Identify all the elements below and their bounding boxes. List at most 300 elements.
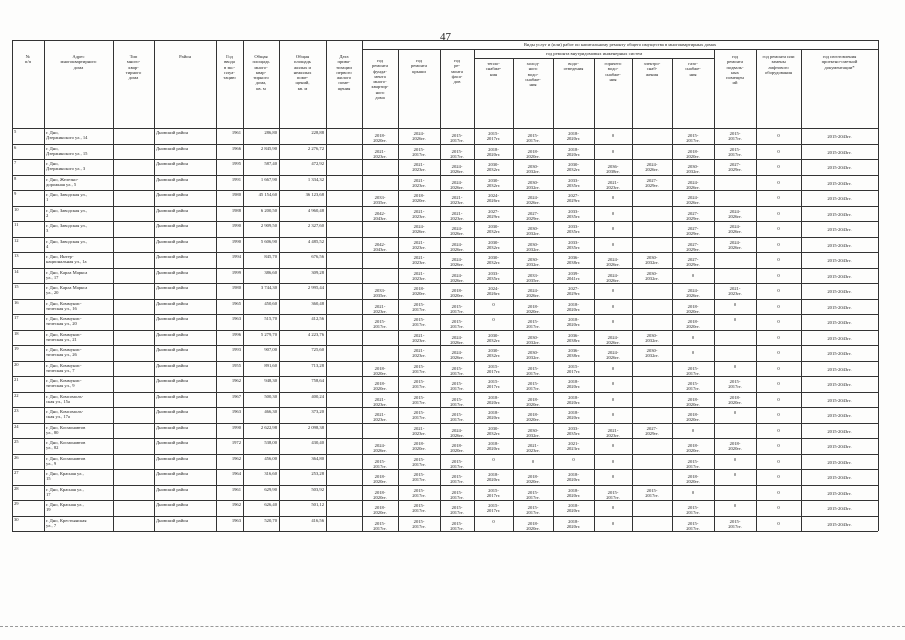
- cell-col-12: 2030- 2032гг.: [526, 164, 540, 175]
- cell-col-4: 1994: [231, 254, 241, 259]
- cell-col-8: 2018- 2020гг.: [373, 133, 387, 144]
- column-line: [474, 49, 475, 531]
- cell-col-2: [115, 177, 152, 191]
- cell-col-8: [364, 164, 396, 175]
- cell-col-14: 2024- 2026гг.: [606, 272, 620, 283]
- cell-col-13: 2039- 2041гг.: [566, 270, 581, 281]
- cell-col-10: 2021- 2023гг.: [450, 195, 464, 206]
- cell-col-11: 2030- 2032гг.: [486, 255, 501, 266]
- cell-col-14: 0: [611, 148, 615, 154]
- cell-col-16: 2018- 2020гг.: [686, 319, 700, 330]
- cell-col-14: 2024- 2026гг.: [606, 334, 620, 345]
- cell-col-5: 2 622,98: [260, 424, 277, 430]
- cell-col-4: 1996: [231, 331, 241, 337]
- cell-col-0: 22: [14, 392, 19, 398]
- cell-col-6: 373,20: [311, 409, 324, 414]
- cell-col-6: 416,56: [311, 517, 324, 523]
- cell-col-4: 1965: [231, 300, 241, 306]
- row-divider: [12, 206, 878, 207]
- cell-col-15: 2030- 2032гг.: [645, 255, 659, 266]
- cell-col-9: 2015- 2017гг.: [412, 301, 426, 312]
- cell-col-2: [115, 285, 152, 299]
- cell-col-13: 2036- 2038гг.: [566, 332, 581, 343]
- cell-col-0: 9: [14, 191, 17, 196]
- cell-col-14: 2021- 2023гг.: [606, 427, 620, 438]
- cell-col-10: 2024- 2026гг.: [450, 272, 464, 283]
- header-facade: год ре- монта фаса- дов: [451, 58, 463, 85]
- cell-col-11: 2024- 2026гг.: [486, 193, 501, 204]
- column-line: [216, 40, 217, 531]
- cell-col-7: [328, 425, 360, 439]
- cell-col-3: Дновский район: [156, 254, 188, 259]
- cell-col-17: 2018- 2020гг.: [728, 441, 742, 452]
- cell-col-18: 0: [777, 303, 780, 309]
- cell-col-8: 2018- 2020гг.: [373, 381, 387, 392]
- column-line: [801, 49, 802, 531]
- cell-col-17: 0: [733, 363, 737, 369]
- cell-col-0: 27: [14, 470, 19, 475]
- cell-col-16: 2015- 2017гг.: [686, 458, 700, 469]
- cell-col-5: 948,30: [264, 378, 277, 383]
- cell-col-3: Дновский район: [156, 316, 188, 321]
- cell-col-7: [328, 440, 360, 454]
- cell-col-17: 2015- 2017гг.: [728, 146, 742, 157]
- cell-col-18: 0: [777, 474, 780, 479]
- cell-col-8: 2015- 2017гг.: [373, 319, 387, 330]
- header-foundation: год ремонта фунда- мента много- квартир- ного дома: [371, 58, 389, 101]
- cell-col-11: 2030- 2032гг.: [486, 224, 501, 235]
- cell-col-18: 0: [777, 458, 780, 464]
- cell-col-8: 2015- 2017гг.: [373, 520, 387, 531]
- header-address: Адрес многоквартирного дома: [60, 54, 97, 70]
- cell-col-5: 629,90: [264, 486, 277, 492]
- cell-col-15: [634, 240, 670, 253]
- cell-col-0: 23: [14, 408, 19, 413]
- cell-col-12: 2021- 2023гг.: [526, 443, 540, 454]
- row-divider: [12, 407, 878, 408]
- cell-col-5: 450,60: [264, 300, 277, 306]
- cell-col-15: [634, 286, 670, 299]
- cell-col-2: [115, 254, 152, 268]
- cell-col-2: [115, 456, 152, 470]
- cell-col-2: [115, 130, 152, 144]
- cell-col-15: [634, 193, 670, 206]
- row-divider: [12, 500, 878, 501]
- row-divider: [12, 314, 878, 315]
- cell-col-16: 0: [691, 272, 695, 278]
- cell-col-18: 0: [777, 412, 780, 417]
- cell-design-docs: 2015-2043гг.: [827, 475, 852, 480]
- cell-col-12: 2015- 2017гг.: [526, 505, 540, 516]
- cell-col-14: 0: [611, 458, 615, 464]
- cell-col-14: 0: [611, 520, 615, 526]
- cell-col-3: Дновский район: [156, 424, 188, 430]
- cell-col-2: [115, 270, 152, 284]
- cell-col-0: 13: [14, 253, 19, 258]
- cell-col-11: 0: [492, 317, 495, 322]
- cell-col-18: 0: [777, 381, 780, 386]
- cell-col-7: [328, 394, 360, 408]
- cell-col-14: 2021- 2023гг.: [606, 179, 620, 190]
- cell-col-14: 0: [611, 381, 615, 386]
- cell-col-5: 6 200,50: [260, 207, 277, 213]
- header-design-docs: год изготовления проектно-сметной документации*: [821, 54, 858, 70]
- column-line: [553, 58, 554, 531]
- cell-col-2: [115, 409, 152, 423]
- cell-col-2: [115, 518, 152, 532]
- cell-col-1: г. Дно, Интер- национальная ул., 1а: [46, 254, 87, 265]
- cell-col-18: 0: [777, 505, 780, 510]
- cell-col-0: 8: [14, 175, 17, 181]
- cell-col-17: 2027- 2029гг.: [728, 162, 742, 173]
- cell-col-16: 2015- 2017гг.: [686, 365, 700, 376]
- cell-col-15: [634, 317, 670, 330]
- cell-col-2: [115, 363, 152, 377]
- cell-col-11: 2015- 2017гг.: [486, 487, 501, 498]
- cell-col-14: 2036- 2038гг.: [606, 164, 620, 175]
- cell-col-9: 2015- 2017гг.: [412, 394, 426, 405]
- cell-col-3: Дновский район: [156, 285, 188, 290]
- cell-col-16: 2027- 2029гг.: [686, 210, 700, 221]
- cell-col-6: 430,40: [311, 440, 324, 445]
- cell-col-12: 2015- 2017гг.: [526, 133, 540, 144]
- cell-col-2: [115, 440, 152, 454]
- cell-design-docs: 2015-2043гг.: [827, 413, 852, 418]
- cell-col-8: 2018- 2020гг.: [373, 489, 387, 500]
- cell-col-14: 0: [611, 241, 615, 247]
- cell-col-17: 2015- 2017гг.: [728, 379, 742, 390]
- cell-col-14: 0: [611, 474, 615, 479]
- cell-col-3: Дновский район: [156, 378, 188, 383]
- cell-col-5: 45 154,60: [258, 192, 277, 197]
- cell-design-docs: 2015-2043гг.: [827, 227, 852, 232]
- row-divider: [12, 454, 878, 455]
- cell-col-4: 1990: [231, 223, 241, 228]
- cell-col-7: [328, 347, 360, 361]
- cell-col-2: [115, 471, 152, 485]
- cell-col-4: 1963: [231, 316, 241, 321]
- cell-col-3: Дновский район: [156, 393, 188, 399]
- cell-col-2: [115, 146, 152, 160]
- cell-col-1: г. Дно, Коммунис- тическая ул., 16: [46, 300, 82, 311]
- header-works-group: Виды услуг и (или) работ по капитальному ремонту общего имущества в многоквартирных домах: [523, 42, 717, 47]
- cell-col-8: [364, 273, 396, 284]
- cell-col-9: 2015- 2017гг.: [412, 146, 426, 157]
- cell-col-12: 2015- 2017гг.: [526, 319, 540, 330]
- cell-col-3: Дновский район: [156, 207, 188, 213]
- cell-col-5: 386,60: [264, 269, 277, 275]
- row-divider: [12, 423, 878, 424]
- cell-col-5: 587,40: [264, 161, 277, 166]
- cell-col-3: Дновский район: [156, 176, 188, 182]
- cell-col-4: 1991: [231, 176, 241, 182]
- cell-col-14: 0: [611, 443, 615, 448]
- cell-col-9: 2015- 2017гг.: [412, 503, 426, 514]
- cell-col-9: 2015- 2017гг.: [412, 456, 426, 467]
- cell-col-5: 845,70: [264, 254, 277, 259]
- cell-col-17: [716, 271, 754, 284]
- cell-col-7: [328, 254, 360, 268]
- cell-col-16: 2027- 2029гг.: [686, 226, 700, 237]
- cell-col-13: 2018- 2020гг.: [566, 131, 581, 142]
- cell-col-7: [328, 146, 360, 160]
- cell-col-7: [328, 518, 360, 532]
- cell-col-3: Дновский район: [156, 130, 188, 135]
- cell-design-docs: 2015-2043гг.: [827, 382, 852, 387]
- cell-col-1: г. Дно, Комсомоль- ская ул., 17а: [46, 409, 84, 420]
- cell-col-13: 2027- 2029гг.: [566, 286, 581, 297]
- cell-col-3: Дновский район: [156, 269, 188, 275]
- cell-col-5: 907,00: [264, 347, 277, 352]
- cell-col-2: [115, 301, 152, 315]
- cell-col-15: [634, 131, 670, 144]
- cell-col-5: 456,00: [264, 455, 277, 461]
- cell-col-2: [115, 316, 152, 330]
- cell-col-18: 0: [777, 272, 780, 278]
- cell-col-11: 2024- 2026гг.: [486, 286, 501, 297]
- cell-col-8: 2042- 2043гг.: [373, 210, 387, 221]
- cell-col-10: 2015- 2017гг.: [450, 396, 464, 407]
- column-line: [714, 49, 715, 531]
- cell-col-12: 2030- 2032гг.: [526, 241, 540, 252]
- header-type: Тип много- квар- тирного дома: [125, 54, 142, 81]
- cell-col-16: 0: [691, 427, 695, 433]
- cell-col-3: Дновский район: [156, 440, 188, 445]
- cell-col-18: 0: [777, 427, 780, 433]
- cell-col-10: 2024- 2026гг.: [450, 257, 464, 268]
- cell-col-1: г. Дно, Коммунис- тическая ул., 9: [46, 378, 82, 389]
- cell-col-0: 14: [14, 268, 19, 274]
- column-line: [279, 40, 280, 531]
- column-line: [878, 40, 879, 531]
- cell-col-6: 2 327,60: [307, 223, 324, 228]
- cell-col-8: 2015- 2017гг.: [373, 458, 387, 469]
- cell-col-9: 2015- 2017гг.: [412, 317, 426, 328]
- cell-col-15: 2027- 2029гг.: [645, 425, 659, 436]
- cell-col-9: 2021- 2023гг.: [412, 425, 426, 436]
- cell-col-7: [328, 301, 360, 315]
- cell-col-3: Дновский район: [156, 517, 188, 523]
- page-number: 47: [440, 31, 451, 43]
- row-divider: [12, 485, 878, 486]
- cell-col-10: 2015- 2017гг.: [450, 458, 464, 469]
- cell-col-18: 0: [777, 164, 780, 169]
- cell-design-docs: 2015-2043гг.: [827, 258, 852, 263]
- cell-col-8: 2018- 2020гг.: [373, 365, 387, 376]
- cell-col-8: 2021- 2023гг.: [373, 412, 387, 423]
- cell-col-18: 0: [777, 443, 780, 448]
- cell-col-3: Дновский район: [156, 161, 188, 166]
- cell-col-1: г. Дно, Красная ул., 17: [46, 486, 84, 497]
- cell-col-2: [115, 487, 152, 501]
- cell-col-10: 2015- 2017гг.: [450, 474, 464, 485]
- cell-col-0: 5: [14, 129, 17, 134]
- row-divider: [12, 531, 878, 532]
- row-divider: [12, 221, 878, 222]
- cell-col-1: г. Дно, Космонавтов ул., 82: [46, 440, 86, 451]
- cell-col-10: 2015- 2017гг.: [450, 133, 464, 144]
- cell-col-5: 5 279,70: [260, 331, 277, 337]
- cell-col-17: [716, 178, 754, 191]
- cell-col-7: [328, 456, 360, 470]
- cell-col-12: 2024- 2026гг.: [526, 288, 540, 299]
- header-heat: тепло- снабже- ния: [485, 61, 502, 77]
- cell-col-18: 0: [777, 396, 780, 402]
- cell-col-15: [634, 395, 670, 408]
- cell-col-14: 0: [611, 365, 615, 371]
- cell-col-12: 2030- 2032гг.: [526, 350, 540, 361]
- cell-col-3: Дновский район: [156, 362, 188, 368]
- cell-col-17: [716, 348, 754, 361]
- cell-col-4: 1980: [231, 285, 241, 290]
- cell-col-13: 2033- 2035гг.: [566, 425, 581, 436]
- row-divider: [12, 516, 878, 517]
- cell-col-12: 2033- 2035гг.: [526, 272, 540, 283]
- cell-col-14: 0: [611, 319, 615, 324]
- cell-col-4: 1962: [231, 455, 241, 461]
- cell-col-5: 5 606,90: [260, 238, 277, 244]
- cell-col-4: 1990: [231, 424, 241, 430]
- cell-col-14: 0: [611, 396, 615, 402]
- cell-col-10: 2024- 2026гг.: [450, 427, 464, 438]
- cell-col-5: 3 744,30: [260, 285, 277, 290]
- row-divider: [12, 392, 878, 393]
- cell-col-12: 2015- 2017гг.: [526, 489, 540, 500]
- cell-col-11: 2030- 2032гг.: [486, 162, 501, 173]
- cell-col-16: 2015- 2017гг.: [686, 520, 700, 531]
- cell-col-2: [115, 394, 152, 408]
- cell-design-docs: 2015-2043гг.: [827, 289, 852, 294]
- row-divider: [12, 175, 878, 176]
- cell-col-10: 2015- 2017гг.: [450, 412, 464, 423]
- column-line: [154, 40, 155, 531]
- cell-col-17: 0: [733, 410, 737, 415]
- cell-design-docs: 2015-2043гг.: [827, 211, 852, 217]
- cell-col-3: Дновский район: [156, 300, 188, 306]
- cell-col-14: 0: [611, 133, 615, 138]
- cell-col-3: Дновский район: [156, 471, 188, 476]
- cell-col-9: 2024- 2026гг.: [412, 131, 426, 142]
- cell-col-7: [328, 363, 360, 377]
- cell-col-3: Дновский район: [156, 486, 188, 492]
- cell-col-1: г. Дно, Железно- дорожная ул., 5: [46, 176, 79, 187]
- cell-col-16: 2015- 2017гг.: [686, 381, 700, 392]
- cell-col-11: 0: [492, 456, 495, 462]
- cell-col-11: 2015- 2017гг.: [486, 363, 501, 374]
- cell-col-4: 1993: [231, 347, 241, 352]
- cell-col-4: 1999: [231, 269, 241, 275]
- cell-col-15: [634, 224, 670, 237]
- cell-col-10: 2021- 2023гг.: [450, 210, 464, 221]
- cell-col-0: 26: [14, 454, 19, 460]
- cell-col-7: [328, 285, 360, 299]
- cell-col-0: 25: [14, 439, 19, 444]
- cell-col-7: [328, 208, 360, 222]
- cell-col-10: 2015- 2017гг.: [450, 365, 464, 376]
- cell-col-14: 0: [611, 288, 615, 293]
- cell-col-15: [634, 364, 670, 377]
- cell-col-16: 2024- 2026гг.: [686, 288, 700, 299]
- cell-col-4: 1963: [231, 409, 241, 414]
- cell-col-10: 2024- 2026гг.: [450, 164, 464, 175]
- cell-col-6: 412,56: [311, 316, 324, 321]
- cell-col-5: 891,60: [264, 362, 277, 368]
- cell-col-8: 2021- 2023гг.: [373, 303, 387, 314]
- cell-design-docs: 2015-2043гг.: [827, 397, 852, 403]
- cell-col-10: 2015- 2017гг.: [450, 489, 464, 500]
- cell-col-4: 1966: [231, 145, 241, 151]
- cell-col-13: 2033- 2035гг.: [566, 239, 581, 250]
- cell-col-5: 2 909,50: [260, 223, 277, 228]
- row-divider: [12, 469, 878, 470]
- cell-design-docs: 2015-2043гг.: [827, 134, 852, 139]
- cell-col-7: [328, 316, 360, 330]
- cell-col-0: 24: [14, 423, 19, 429]
- cell-col-15: [634, 147, 670, 160]
- cell-col-1: г. Дно, Заводская ул., 2: [46, 207, 88, 218]
- cell-col-11: 2018- 2020гг.: [486, 441, 501, 452]
- cell-col-5: 316,60: [264, 471, 277, 476]
- column-line: [594, 58, 595, 531]
- cell-col-17: 2015- 2017гг.: [728, 131, 742, 142]
- cell-col-16: 2018- 2020гг.: [686, 443, 700, 454]
- cell-col-18: 0: [777, 334, 780, 340]
- cell-col-14: 2024- 2026гг.: [606, 257, 620, 268]
- cell-col-18: 0: [777, 226, 780, 231]
- cell-col-8: [364, 257, 396, 268]
- cell-col-9: 2021- 2023гг.: [412, 332, 426, 343]
- cell-col-13: 2036- 2038гг.: [566, 348, 581, 359]
- cell-col-17: 2015- 2017гг.: [728, 518, 742, 529]
- cell-col-13: 2036- 2038гг.: [566, 255, 581, 266]
- cell-col-16: 2018- 2020гг.: [686, 148, 700, 159]
- cell-col-11: 2030- 2032гг.: [486, 177, 501, 188]
- cell-col-4: 1995: [231, 161, 241, 166]
- cell-col-16: 2024- 2026гг.: [686, 195, 700, 206]
- cell-col-17: 2018- 2020гг.: [728, 394, 742, 405]
- cell-col-15: 2030- 2032гг.: [645, 270, 659, 281]
- cell-col-18: 0: [777, 133, 780, 138]
- cell-col-6: 503,92: [311, 486, 324, 492]
- cell-col-15: 2024- 2026гг.: [645, 162, 659, 173]
- cell-col-0: 19: [14, 346, 19, 351]
- cell-col-0: 18: [14, 330, 19, 336]
- cell-col-17: 2024- 2026гг.: [728, 224, 742, 235]
- cell-col-8: 2033- 2035гг.: [373, 195, 387, 206]
- cell-col-13: 2018- 2020гг.: [566, 317, 581, 328]
- row-divider: [12, 268, 878, 269]
- cell-design-docs: 2015-2043гг.: [827, 351, 852, 356]
- cell-col-6: 676,56: [311, 254, 324, 259]
- column-line: [672, 58, 673, 531]
- cell-col-4: 1990: [231, 238, 241, 244]
- cell-col-13: 2018- 2020гг.: [566, 503, 581, 514]
- cell-col-15: [634, 441, 670, 454]
- cell-col-0: 12: [14, 237, 19, 243]
- cell-col-8: 2024- 2026гг.: [373, 443, 387, 454]
- cell-col-1: г. Дно, Космонавтов ул., 80: [46, 424, 86, 435]
- cell-col-8: [364, 335, 396, 346]
- column-line: [756, 49, 757, 531]
- column-line: [326, 40, 327, 531]
- cell-col-7: [328, 502, 360, 516]
- cell-col-11: 2015- 2017гг.: [486, 131, 501, 142]
- cell-col-15: [634, 503, 670, 516]
- cell-col-1: г. Дно, Крестьянская ул., 7: [46, 517, 87, 528]
- cell-col-13: 2018- 2020гг.: [566, 394, 581, 405]
- column-line: [398, 49, 399, 531]
- cell-col-5: 286,80: [264, 130, 277, 135]
